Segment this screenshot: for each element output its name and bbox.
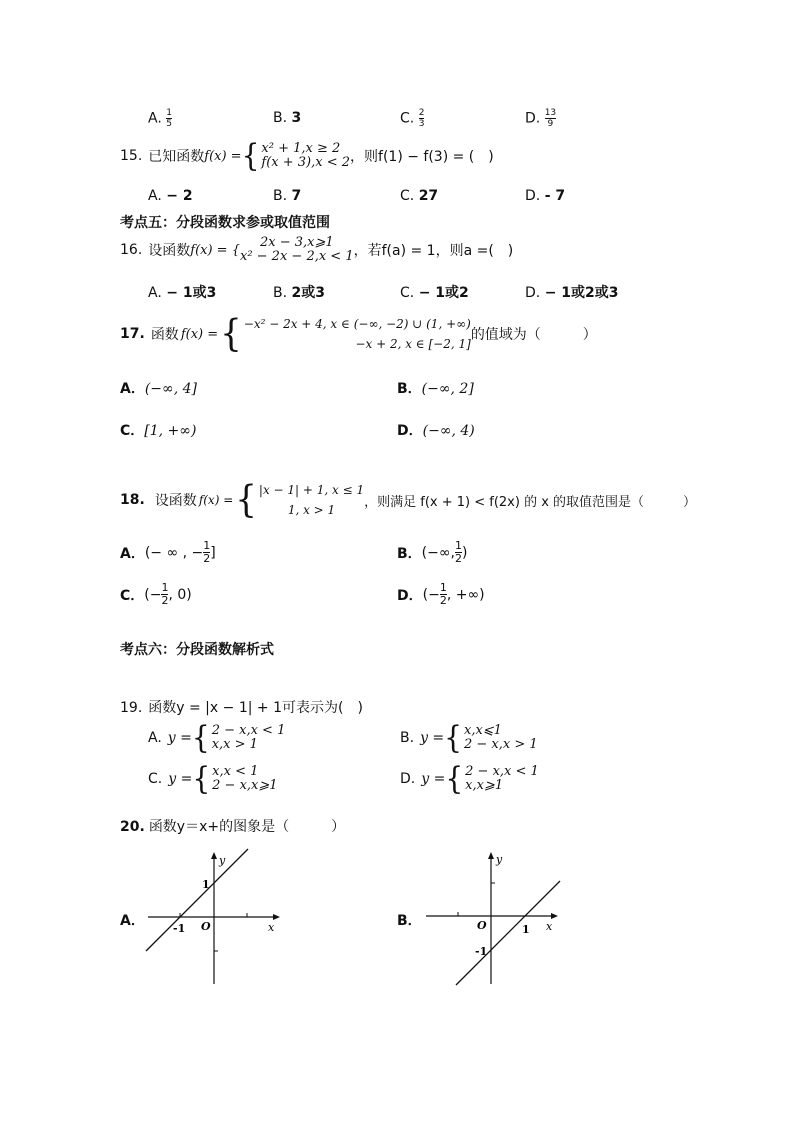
q16-stem: 16. 设函数 f(x) = { 2x − 3,x⩾1 x² − 2x − 2,x < 1 ，若f(a) = 1，则a =( )	[120, 235, 514, 264]
section-heading: 考点五：分段函数求参或取值范围	[120, 215, 330, 231]
q18-stem: 18. 设函数 f(x) = { |x − 1| + 1, x ≤ 1 1, x > 1 ，则满足 f(x + 1) < f(2x) 的 x 的取值范围是（ ）	[120, 478, 697, 522]
q17-option-a: A．(−∞, 4]	[120, 381, 197, 397]
graph-b	[420, 848, 570, 990]
q18-option-b: B． (−∞, $\frac{1}{2}$ )	[397, 539, 468, 565]
graph-b-label: B．	[397, 913, 422, 929]
tick-label: -1	[475, 945, 488, 958]
graph-line	[146, 849, 248, 951]
y-axis-label: y	[219, 854, 226, 867]
q17-option-c: C．[1, +∞)	[120, 423, 197, 439]
q19-option-a: A. y = { 2 − x,x < 1 x,x > 1	[148, 719, 286, 756]
x-axis-label: x	[546, 920, 553, 933]
q15-option-d: D. - 7	[525, 188, 566, 204]
q16-option-c: C. − 1或2	[400, 285, 469, 301]
q15-option-b: B. 7	[273, 188, 302, 204]
q15-option-c: C. 27	[400, 188, 439, 204]
q14-option-a: A. $\frac{1}{5}$	[148, 108, 172, 129]
q18-option-d: D． (− $\frac{1}{2}$ , +∞)	[397, 581, 485, 607]
q14-option-c: C. $\frac{2}{3}$	[400, 108, 425, 129]
graph-line	[456, 881, 560, 985]
q19-option-d: D. y = { 2 − x,x < 1 x,x⩾1	[400, 760, 539, 797]
fraction: $\frac{2}{3}$	[418, 108, 425, 129]
q14-option-d: D. $\frac{13}{9}$	[525, 108, 557, 129]
q16-option-a: A. − 1或3	[148, 285, 217, 301]
origin-label: O	[201, 920, 211, 933]
graph-a-label: A．	[120, 913, 145, 929]
tick-label: -1	[173, 922, 186, 935]
q15-stem: 15. 已知函数 f(x) = { x² + 1,x ≥ 2 f(x + 3),x < 2 ，则f(1) − f(3) = ( )	[120, 137, 494, 174]
x-axis-arrow	[551, 913, 558, 919]
piecewise-cases: 2x − 3,x⩾1 x² − 2x − 2,x < 1	[239, 235, 354, 264]
q15-option-a: A. − 2	[148, 188, 193, 204]
fraction: $\frac{13}{9}$	[544, 108, 557, 129]
q18-option-c: C． (− $\frac{1}{2}$ , 0)	[120, 581, 192, 607]
q19-stem: 19. 函数y = |x − 1| + 1可表示为( )	[120, 700, 363, 716]
q14-option-b: B. 3	[273, 110, 302, 126]
y-axis-arrow	[211, 852, 217, 859]
q16-option-d: D. − 1或2或3	[525, 285, 619, 301]
q17-option-d: D．(−∞, 4)	[397, 423, 475, 439]
q17-option-b: B．(−∞, 2]	[397, 381, 474, 397]
x-axis-arrow	[273, 914, 280, 920]
piecewise-brace: { |x − 1| + 1, x ≤ 1 1, x > 1	[235, 478, 365, 522]
q19-option-b: B. y = { x,x⩽1 2 − x,x > 1	[400, 719, 538, 756]
q20-stem: 20. 函数y＝x+的图象是（ ）	[120, 819, 346, 835]
q17-stem: 17. 函数 f(x) = { −x² − 2x + 4, x ∈ (−∞, −2) ∪ (1, +∞) −x + 2, x ∈ [−2, 1] 的值域为（ ）	[120, 312, 597, 356]
fraction: $\frac{1}{5}$	[166, 108, 172, 129]
q18-option-a: A． (− ∞ , − $\frac{1}{2}$ ]	[120, 539, 216, 565]
x-axis-label: x	[268, 921, 275, 934]
section-heading: 考点六：分段函数解析式	[120, 642, 274, 658]
piecewise-brace: { x² + 1,x ≥ 2 f(x + 3),x < 2	[241, 137, 351, 174]
tick-label: 1	[202, 878, 210, 891]
q19-option-c: C. y = { x,x < 1 2 − x,x⩾1	[148, 760, 278, 797]
y-axis-arrow	[488, 852, 494, 859]
piecewise-brace: { −x² − 2x + 4, x ∈ (−∞, −2) ∪ (1, +∞) −x + 2, x ∈ [−2, 1]	[220, 312, 471, 356]
y-axis-label: y	[496, 853, 503, 866]
tick-label: 1	[522, 923, 530, 936]
origin-label: O	[477, 919, 487, 932]
graph-a	[140, 848, 290, 990]
q16-option-b: B. 2或3	[273, 285, 325, 301]
